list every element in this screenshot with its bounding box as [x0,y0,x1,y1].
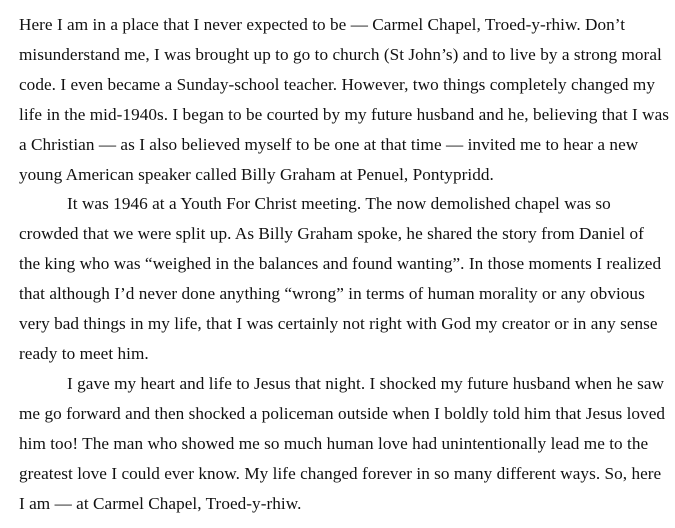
text-line: life in the mid-1940s. I began to be courted by my future husband and he, believing that I was [19,104,670,124]
text-line: misunderstand me, I was brought up to go to church (St John’s) and to live by a strong moral [19,44,662,64]
text-line: young American speaker called Billy Graham at Penuel, Pontypridd. [19,164,494,184]
text-line: I am — at Carmel Chapel, Troed-y-rhiw. [19,493,302,513]
text-line: It was 1946 at a Youth For Christ meeting. The now demolished chapel was so [67,194,611,214]
text-line: very bad things in my life, that I was certainly not right with God my creator or in any sense [19,314,658,334]
paragraph-3 [19,369,664,519]
text-line: crowded that we were split up. As Billy Graham spoke, he shared the story from Daniel of [19,224,644,244]
body-text [19,10,670,518]
text-line: him too! The man who showed me so much human love had unintentionally lead me to the [19,433,649,453]
text-line: me go forward and then shocked a policeman outside when I boldly told him that Jesus loved [19,403,666,423]
text-line: I gave my heart and life to Jesus that night. I shocked my future husband when he saw [67,373,665,393]
paragraph-2 [19,189,664,368]
text-line: the king who was “weighed in the balances and found wanting”. In those moments I realized [19,254,662,274]
text-line: Here I am in a place that I never expected to be — Carmel Chapel, Troed-y-rhiw. Don’t [19,15,626,34]
text-line: a Christian — as I also believed myself to be one at that time — invited me to hear a new [19,134,639,154]
text-line: greatest love I could ever know. My life changed forever in so many different ways. So, here [19,463,662,483]
paragraph-1 [19,10,670,189]
text-line: code. I even became a Sunday-school teacher. However, two things completely changed my [19,74,655,94]
text-line: that although I’d never done anything “wrong” in terms of human morality or any obvious [19,284,645,304]
text-line: ready to meet him. [19,343,149,363]
